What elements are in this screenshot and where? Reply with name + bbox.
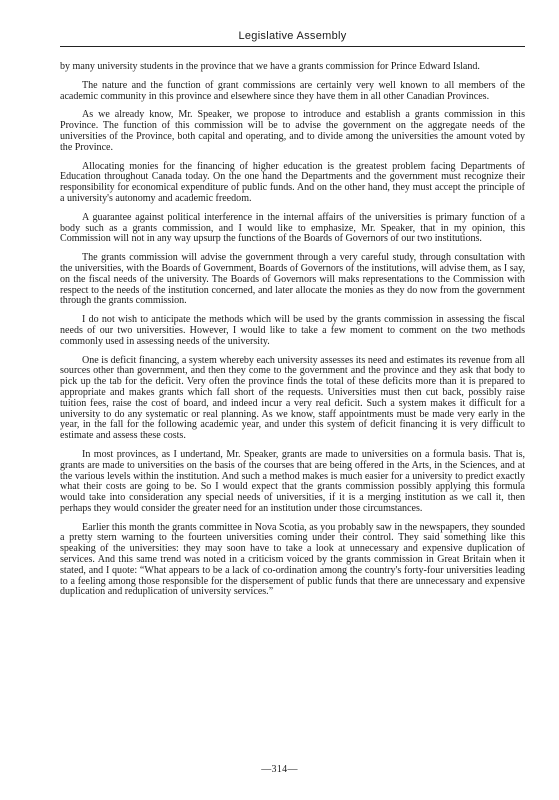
paragraph: The grants commission will advise the government through a very careful study, through consultation with the universities, with the Boards of Government, Boards of Governors of the institutions, will advise them, as I say, on the fiscal needs of the university. The Boards of Governors will maks representations to the Commission with respect to the needs of the institution concerned, and later allocate the monies as they do now from the government through the grants commission. xyxy=(60,252,525,307)
paragraph: One is deficit financing, a system whereby each university assesses its need and estimates its revenue from all sources other than government, and then they come to the government and the province and they ask that body to pick up the tab for the deficit. Very often the province finds the total of these deficits more than it is prepared to appropriate and makes grants which fall short of the requests. Universities must then cut back, possibly raise tuition fees, raise the cost of board, and indeed incur a very real deficit. Such a system makes it difficult for a university to do any systematic or real planning. As we know, staff appointments must be made very early in the year, in the fall for the following academic year, and under this system of deficit financing it is very difficult to estimate and assess these costs. xyxy=(60,354,525,442)
paragraph: Earlier this month the grants committee in Nova Scotia, as you probably saw in the newspapers, they sounded a pretty stern warning to the fourteen universities coming under their control. They said something like this speaking of the universities: they may soon have to take a look at unnecessary and expensive duplication of services. And this same trend was noted in a criticism voiced by the grants commission in Great Britain when it stated, and I quote: “What appears to be a lack of co-ordination among the country's forty-four universities leading to a feeling among those responsible for the dispersement of public funds that there are unnecessary and expensive duplication and reduplication of university services.” xyxy=(60,521,525,598)
paragraph: In most provinces, as I undertand, Mr. Speaker, grants are made to universities on a formula basis. That is, grants are made to universities on the basis of the courses that are being offered in the Arts, in the Sciences, and at the various levels within the institution. And such a method makes is much easier for a university to predict exactly what their costs are going to be. So I would expect that the grants commission possibly applying this formula would take into consideration any special needs of universities, if it is a merging institution as we call it, then perhaps they would consider the greater need for an institution under those circumstances. xyxy=(60,448,525,514)
body-text xyxy=(60,62,525,606)
paragraph: Allocating monies for the financing of higher education is the greatest problem facing Departments of Education throughout Canada today. On the one hand the Departments and the government must recognize their responsibility for economical expenditure of public funds. And on the other hand, they must accept the principle of a university's autonomy and academic freedom. xyxy=(60,160,525,204)
paragraph: I do not wish to anticipate the methods which will be used by the grants commission in assessing the fiscal needs of our two universities. However, I would like to take a few moment to comment on the two methods commonly used in assessing needs of the university. xyxy=(60,314,525,347)
paragraph-continued: by many university students in the province that we have a grants commission for Prince Edward Island. xyxy=(60,61,480,72)
paragraph: The nature and the function of grant commissions are certainly very well known to all members of the academic community in this province and elsewhere since they have them in all other Canadian Provinces. xyxy=(60,79,525,102)
running-header: Legislative Assembly xyxy=(238,30,347,42)
header-rule xyxy=(60,46,525,47)
paragraph: A guarantee against political interference in the internal affairs of the universities is primary function of a body such as a grants commission, and I would like to emphasize, Mr. Speaker, that in my opinion, this Commission will not in any way upsurp the functions of the Boards of Governors of our two institutions. xyxy=(60,211,525,245)
page-number: —314— xyxy=(261,764,298,775)
paragraph: As we already know, Mr. Speaker, we propose to introduce and establish a grants commission in this Province. The function of this commission will be to advise the government on the aggregate needs of the universities of the Province, both capital and operating, and to divide among the universities the amount voted by the Province. xyxy=(60,109,525,153)
